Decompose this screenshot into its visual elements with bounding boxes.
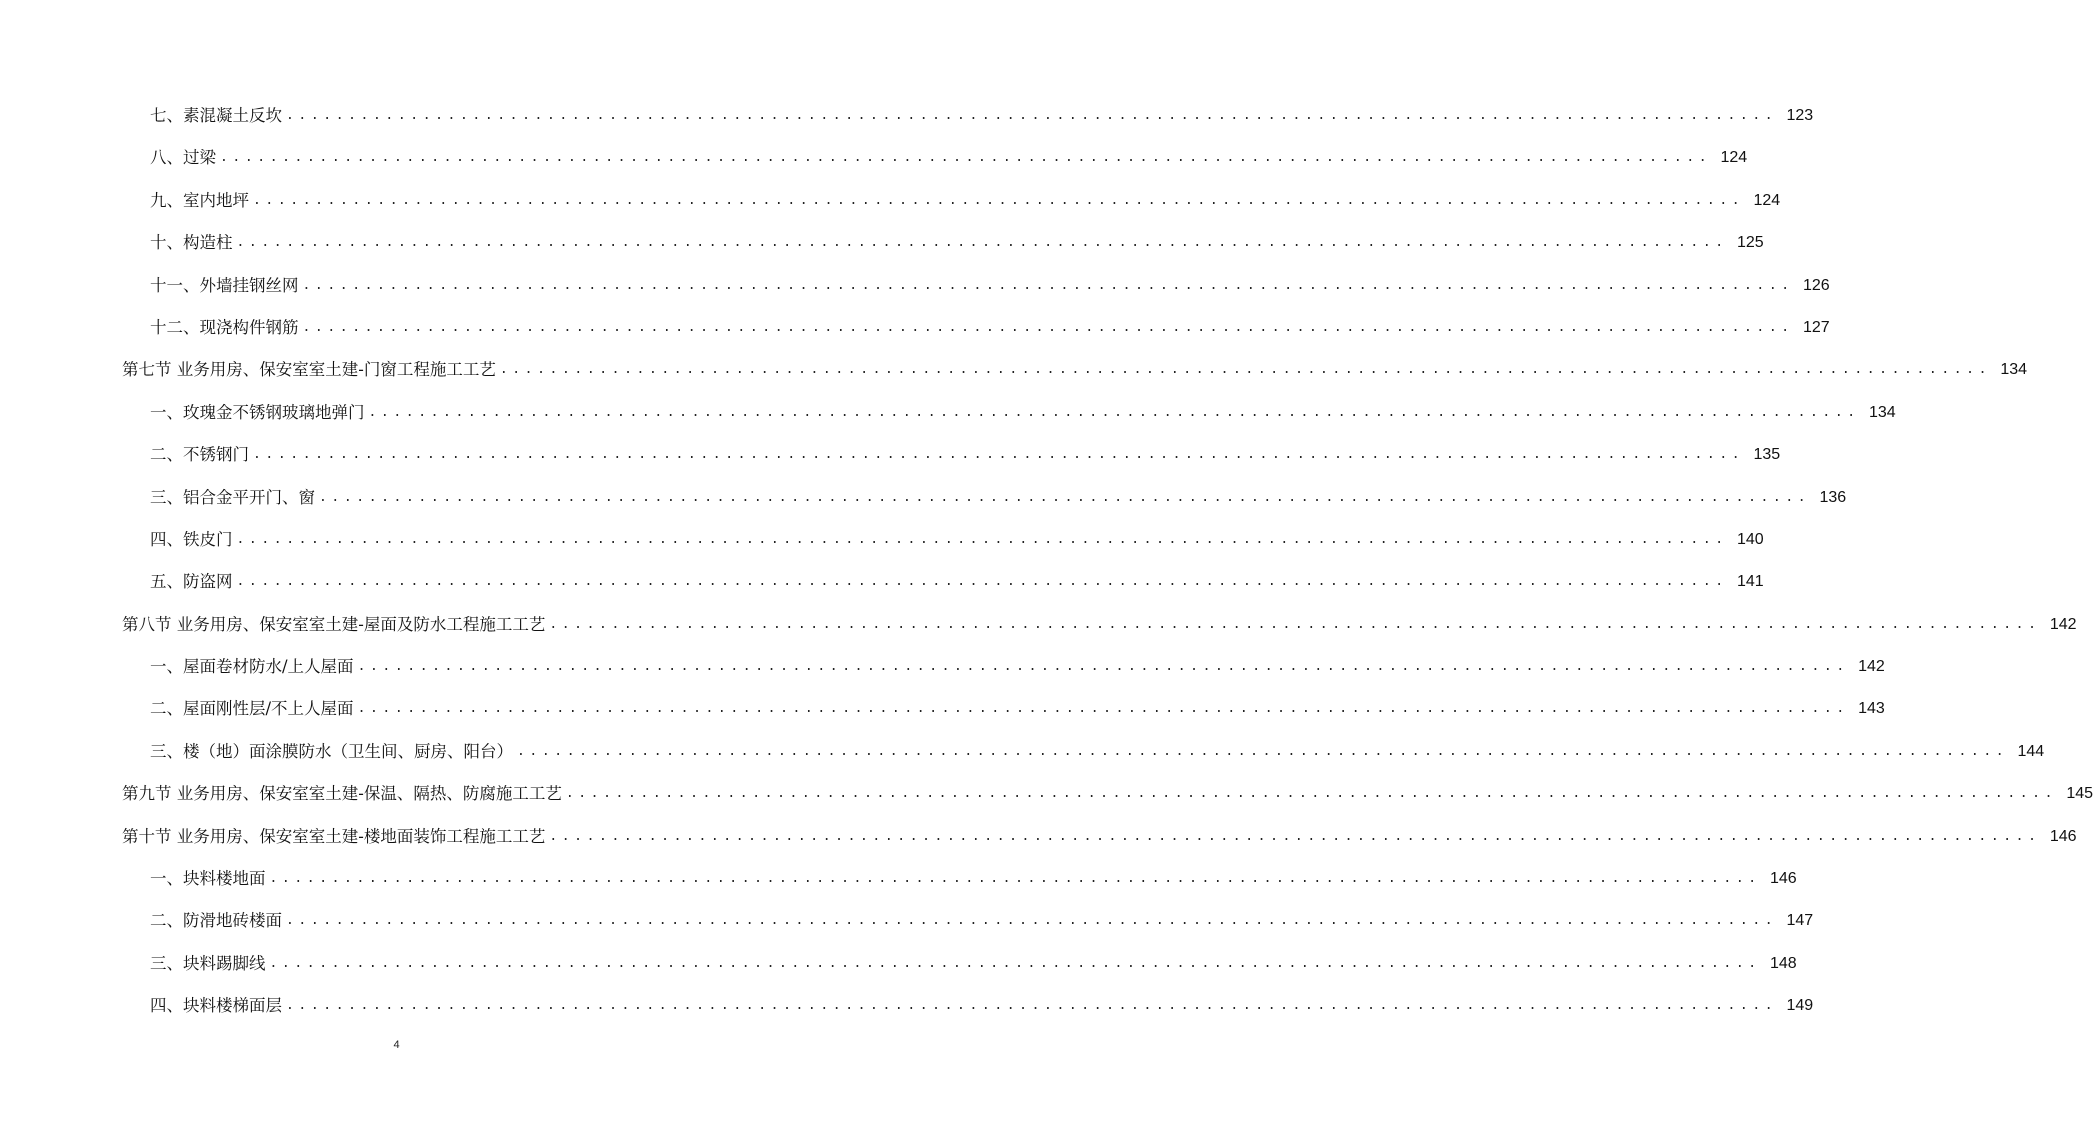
toc-entry-page: 142 bbox=[2049, 615, 2077, 633]
dot-leader: ........................................................................................................................ bbox=[549, 616, 2041, 632]
toc-entry-title: 十一、外墙挂钢丝网 bbox=[150, 275, 299, 295]
toc-subsection-entry[interactable] bbox=[0, 180, 1781, 222]
toc-entry-page: 145 bbox=[2066, 785, 2093, 803]
dot-leader: ........................................................................................................................ bbox=[302, 277, 1794, 293]
toc-subsection-entry[interactable] bbox=[0, 688, 1885, 730]
toc-entry-title: 一、玫瑰金不锈钢玻璃地弹门 bbox=[150, 402, 365, 422]
toc-subsection-entry[interactable] bbox=[0, 646, 1885, 688]
toc-entry-title: 四、块料楼梯面层 bbox=[150, 996, 282, 1016]
toc-subsection-entry[interactable] bbox=[0, 307, 1830, 349]
dot-leader: ........................................................................................................................ bbox=[286, 108, 1778, 123]
toc-entry-title: 四、铁皮门 bbox=[150, 529, 233, 549]
toc-entry-page: 146 bbox=[2049, 827, 2077, 845]
toc-subsection-entry[interactable] bbox=[0, 519, 1764, 561]
toc-section-entry[interactable] bbox=[0, 349, 2028, 391]
dot-leader: ........................................................................................................................ bbox=[269, 871, 1761, 887]
dot-leader: ........................................................................................................................ bbox=[286, 998, 1778, 1014]
toc-entry-page: 123 bbox=[1786, 107, 1814, 124]
toc-subsection-entry[interactable] bbox=[0, 222, 1764, 264]
toc-entry-title: 二、防滑地砖楼面 bbox=[150, 911, 282, 931]
dot-leader: ........................................................................................................................ bbox=[253, 192, 1745, 208]
toc-subsection-entry[interactable] bbox=[0, 900, 1814, 942]
toc-subsection-entry[interactable] bbox=[0, 95, 1814, 137]
dot-leader: ........................................................................................................................ bbox=[236, 235, 1728, 251]
toc-section-entry[interactable] bbox=[0, 773, 2093, 815]
dot-leader: ........................................................................................................................ bbox=[220, 150, 1712, 166]
toc-entry-page: 136 bbox=[1819, 488, 1847, 506]
toc-subsection-entry[interactable] bbox=[0, 561, 1764, 603]
dot-leader: ........................................................................................................................ bbox=[565, 786, 2058, 802]
toc-entry-page: 126 bbox=[1803, 276, 1830, 294]
toc-entry-page: 140 bbox=[1737, 530, 1764, 548]
toc-entry-page: 141 bbox=[1737, 573, 1764, 591]
toc-entry-title: 三、块料踢脚线 bbox=[150, 953, 266, 973]
toc-entry-title: 七、素混凝土反坎 bbox=[150, 106, 282, 125]
toc-entry-title: 五、防盗网 bbox=[150, 572, 233, 592]
toc-subsection-entry[interactable] bbox=[0, 434, 1781, 476]
dot-leader: ........................................................................................................................ bbox=[236, 574, 1728, 590]
toc-subsection-entry[interactable] bbox=[0, 477, 1847, 519]
toc-entry-title: 三、铝合金平开门、窗 bbox=[150, 487, 315, 507]
toc-entry-page: 124 bbox=[1720, 149, 1748, 167]
toc-section-entry[interactable] bbox=[0, 816, 2077, 858]
toc-entry-title: 第七节 业务用房、保安室室土建-门窗工程施工工艺 bbox=[122, 360, 496, 380]
toc-entry-title: 二、屋面刚性层/不上人屋面 bbox=[150, 699, 354, 719]
toc-entry-title: 一、块料楼地面 bbox=[150, 869, 266, 889]
toc-entry-title: 九、室内地坪 bbox=[150, 190, 249, 210]
dot-leader: ........................................................................................................................ bbox=[549, 828, 2041, 844]
dot-leader: ........................................................................................................................ bbox=[302, 319, 1794, 335]
toc-subsection-entry[interactable] bbox=[0, 858, 1797, 900]
dot-leader: ........................................................................................................................ bbox=[286, 913, 1778, 929]
toc-subsection-entry[interactable] bbox=[0, 265, 1830, 307]
toc-subsection-entry[interactable] bbox=[0, 731, 2045, 773]
toc-entry-page: 134 bbox=[1869, 403, 1896, 421]
toc-entry-page: 144 bbox=[2017, 742, 2045, 760]
page-number: 4 bbox=[393, 1039, 400, 1051]
dot-leader: ........................................................................................................................ bbox=[269, 955, 1761, 971]
toc-entry-page: 147 bbox=[1786, 912, 1814, 930]
table-of-contents bbox=[0, 95, 2093, 1028]
dot-leader: ........................................................................................................................ bbox=[236, 531, 1728, 547]
toc-entry-page: 127 bbox=[1803, 318, 1830, 336]
toc-entry-title: 第十节 业务用房、保安室室土建-楼地面装饰工程施工工艺 bbox=[122, 826, 546, 846]
toc-entry-title: 八、过梁 bbox=[150, 148, 216, 168]
dot-leader: ........................................................................................................................ bbox=[357, 701, 1849, 717]
toc-entry-title: 第八节 业务用房、保安室室土建-屋面及防水工程施工工艺 bbox=[122, 614, 546, 634]
toc-subsection-entry[interactable] bbox=[0, 392, 1896, 434]
toc-entry-page: 124 bbox=[1753, 191, 1781, 209]
dot-leader: ........................................................................................................................ bbox=[517, 743, 2009, 759]
toc-entry-title: 二、不锈钢门 bbox=[150, 445, 249, 465]
toc-entry-page: 148 bbox=[1770, 954, 1797, 972]
toc-entry-page: 146 bbox=[1770, 870, 1797, 888]
toc-entry-page: 149 bbox=[1786, 997, 1814, 1015]
toc-entry-page: 143 bbox=[1858, 700, 1885, 718]
dot-leader: ........................................................................................................................ bbox=[319, 489, 1811, 505]
toc-entry-page: 142 bbox=[1858, 658, 1885, 676]
dot-leader: ........................................................................................................................ bbox=[368, 404, 1860, 420]
dot-leader: ........................................................................................................................ bbox=[499, 362, 1992, 378]
toc-entry-title: 第九节 业务用房、保安室室土建-保温、隔热、防腐施工工艺 bbox=[122, 784, 562, 804]
toc-entry-page: 135 bbox=[1753, 446, 1781, 464]
toc-subsection-entry[interactable] bbox=[0, 985, 1814, 1027]
toc-entry-title: 十、构造柱 bbox=[150, 233, 233, 253]
toc-entry-title: 三、楼（地）面涂膜防水（卫生间、厨房、阳台） bbox=[150, 741, 513, 761]
toc-entry-title: 十二、现浇构件钢筋 bbox=[150, 317, 299, 337]
toc-entry-page: 134 bbox=[2000, 361, 2028, 379]
toc-entry-title: 一、屋面卷材防水/上人屋面 bbox=[150, 657, 354, 677]
toc-entry-page: 125 bbox=[1737, 234, 1764, 252]
toc-section-entry[interactable] bbox=[0, 604, 2077, 646]
toc-subsection-entry[interactable] bbox=[0, 137, 1748, 179]
dot-leader: ........................................................................................................................ bbox=[253, 447, 1745, 463]
toc-subsection-entry[interactable] bbox=[0, 943, 1797, 985]
dot-leader: ........................................................................................................................ bbox=[357, 659, 1849, 675]
